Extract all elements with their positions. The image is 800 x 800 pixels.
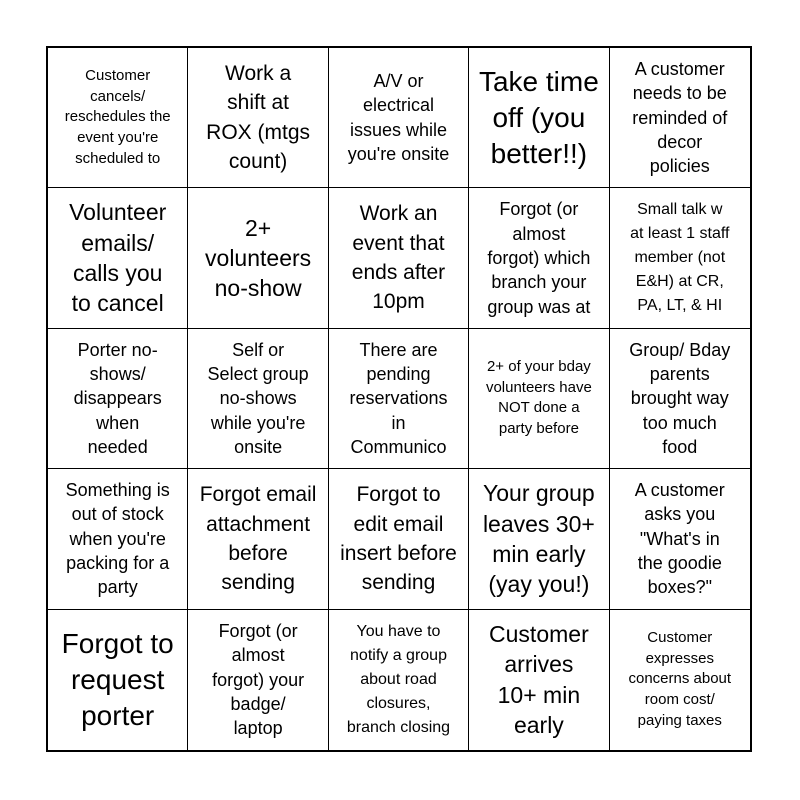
bingo-cell[interactable]: Small talk w at least 1 staff member (not E&H) at CR, PA, LT, & HI: [610, 188, 750, 328]
bingo-cell[interactable]: Work a shift at ROX (mtgs count): [188, 48, 328, 188]
bingo-cell[interactable]: Forgot (or almost forgot) which branch your group was at: [469, 188, 609, 328]
bingo-cell[interactable]: A/V or electrical issues while you're onsite: [329, 48, 469, 188]
bingo-cell[interactable]: Volunteer emails/ calls you to cancel: [48, 188, 188, 328]
bingo-cell[interactable]: Customer cancels/ reschedules the event you're scheduled to: [48, 48, 188, 188]
bingo-cell[interactable]: Take time off (you better!!): [469, 48, 609, 188]
bingo-cell[interactable]: Work an event that ends after 10pm: [329, 188, 469, 328]
bingo-cell[interactable]: You have to notify a group about road closures, branch closing: [329, 610, 469, 750]
bingo-cell[interactable]: Forgot (or almost forgot) your badge/ laptop: [188, 610, 328, 750]
bingo-cell[interactable]: Self or Select group no-shows while you're onsite: [188, 329, 328, 469]
bingo-cell[interactable]: Customer arrives 10+ min early: [469, 610, 609, 750]
bingo-cell[interactable]: Forgot to request porter: [48, 610, 188, 750]
bingo-cell[interactable]: A customer needs to be reminded of decor policies: [610, 48, 750, 188]
bingo-cell[interactable]: Forgot email attachment before sending: [188, 469, 328, 609]
bingo-cell[interactable]: Forgot to edit email insert before sending: [329, 469, 469, 609]
bingo-cell[interactable]: Your group leaves 30+ min early (yay you!): [469, 469, 609, 609]
bingo-cell[interactable]: 2+ of your bday volunteers have NOT done a party before: [469, 329, 609, 469]
bingo-cell[interactable]: Porter no- shows/ disappears when needed: [48, 329, 188, 469]
bingo-cell[interactable]: Group/ Bday parents brought way too much food: [610, 329, 750, 469]
bingo-cell[interactable]: Customer expresses concerns about room cost/ paying taxes: [628, 629, 732, 729]
bingo-cell[interactable]: Something is out of stock when you're packing for a party: [48, 469, 188, 609]
bingo-cell[interactable]: There are pending reservations in Communico: [329, 329, 469, 469]
bingo-card: [46, 46, 752, 752]
bingo-cell[interactable]: A customer asks you "What's in the goodie boxes?": [610, 469, 750, 609]
bingo-cell[interactable]: 2+ volunteers no-show: [188, 188, 328, 328]
